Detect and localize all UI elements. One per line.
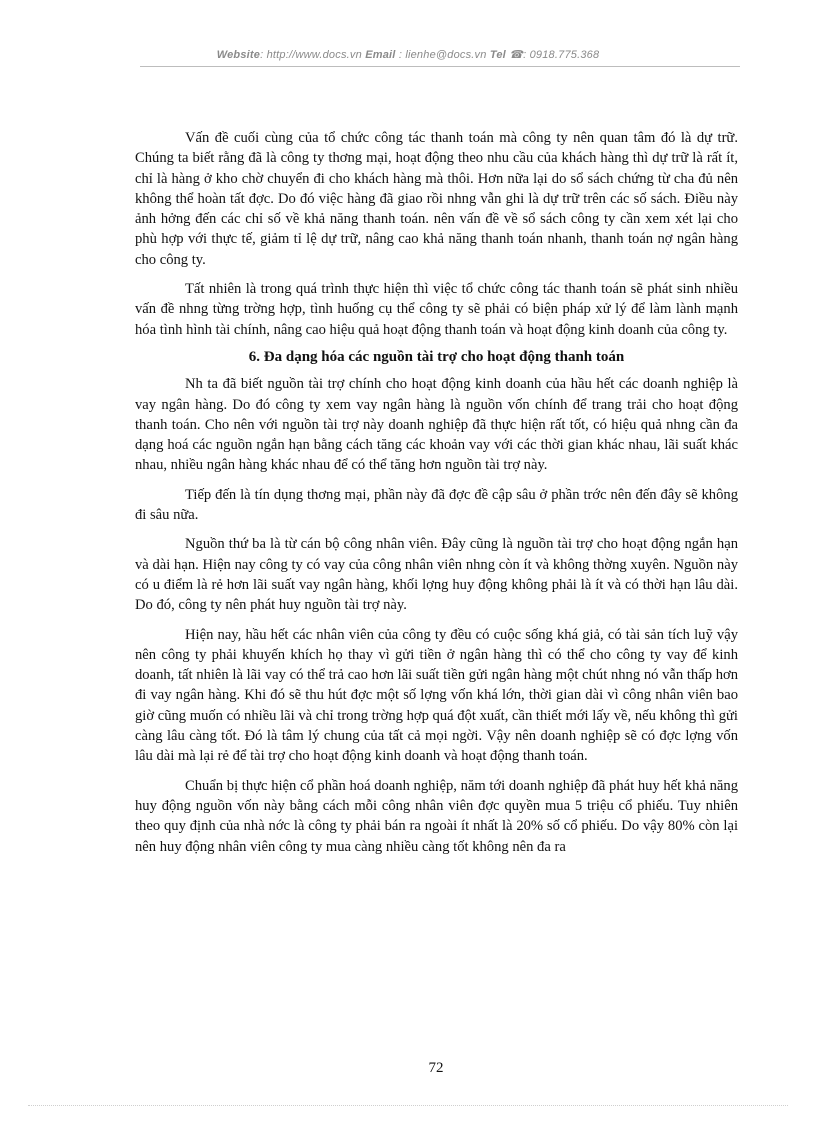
footer-divider bbox=[28, 1105, 788, 1106]
paragraph-employee-savings: Hiện nay, hầu hết các nhân viên của công ty đều có cuộc sống khá giả, có tài sản tích luỹ vậy nên công ty phải khuyến khích họ thay vì gửi tiền ở ngân hàng thì có thể cho công ty vay để kinh doanh, tất nhiên là lãi vay có thể trả cao hơn lãi suất tiền gửi ngân hàng một chút nhng nó vẫn thấp hơn đi vay ngân hàng. Khi đó sẽ thu hút đợc một số lợng vốn khá lớn, thời gian dài vì công nhân viên bao giờ cũng muốn có nhiều lãi và chỉ trong trờng hợp quá đột xuất, cần thiết mới lấy về, nếu không thì gửi càng lâu càng tốt. Đó là tâm lý chung của tất cả mọi ngời. Vậy nên doanh nghiệp sẽ có đợc lợng vốn lâu dài mà lại rẻ để tài trợ cho hoạt động kinh doanh và hoạt động thanh toán. bbox=[135, 626, 738, 765]
paragraph-equitization: Chuẩn bị thực hiện cổ phần hoá doanh nghiệp, năm tới doanh nghiệp đã phát huy hết khả năng huy động nguồn vốn này bằng cách mỗi công nhân viên đợc quyền mua 5 triệu cổ phiếu. Tuy nhiên theo quy định của nhà nớc là công ty phải bán ra ngoài ít nhất là 20% số cổ phiếu. Do vậy 80% còn lại nên huy động nhân viên công ty mua càng nhiều càng tốt không nên đa ra bbox=[135, 777, 738, 855]
document-body bbox=[135, 128, 738, 866]
tel-value: ☎: 0918.775.368 bbox=[509, 49, 600, 61]
paragraph-implementation: Tất nhiên là trong quá trình thực hiện thì việc tổ chức công tác thanh toán sẽ phát sinh nhiều vấn đề nhng từng trờng hợp, tình huống cụ thể công ty sẽ phải có biện pháp xử lý để làm lành mạnh hóa tình hình tài chính, nâng cao hiệu quả hoạt động thanh toán và hoạt động kinh doanh của công ty. bbox=[135, 281, 738, 338]
email-value: : lienhe@docs.vn bbox=[398, 49, 487, 61]
paragraph-inventory: Vấn đề cuối cùng của tổ chức công tác thanh toán mà công ty nên quan tâm đó là dự trữ. Chúng ta biết rằng đã là công ty thơng mại, hoạt động theo nhu cầu của khách hàng thì dự trữ là rất ít, chỉ là hàng ở kho chờ chuyển đi cho khách hàng mà thôi. Hơn nữa lại do sổ sách chứng từ cha đủ nên không thể hoàn tất đợc. Do đó việc hàng đã giao rồi nhng vẫn ghi là dự trữ trên các số sách. Điều này ảnh hởng đến các chỉ số về khả năng thanh toán. nên vấn đề về sổ sách công ty cần xem xét lại cho phù hợp với thực tế, giảm tỉ lệ dự trữ, nâng cao khả năng thanh toán nhanh, thanh toán nợ ngân hàng cho công ty. bbox=[135, 130, 738, 268]
tel-label: Tel bbox=[489, 49, 506, 61]
website-value: : http://www.docs.vn bbox=[260, 49, 362, 61]
section-heading: 6. Đa dạng hóa các nguồn tài trợ cho hoạt động thanh toán bbox=[248, 348, 625, 365]
website-label: Website bbox=[216, 49, 261, 61]
paragraph-bank-loans: Nh ta đã biết nguồn tài trợ chính cho hoạt động kinh doanh của hầu hết các doanh nghiệp là vay ngân hàng. Do đó công ty xem vay ngân hàng là nguồn vốn chính để trang trải cho hoạt động thanh toán. Cho nên với nguồn tài trợ này doanh nghiệp đã thực hiện rất tốt, có hiệu quả nhng cần đa dạng hoá các nguồn ngắn hạn bằng cách tăng các khoản vay với các thời gian khác nhau, lãi suất khác nhau, nhiều ngân hàng khác nhau để có thể tăng hơn nguồn tài trợ này. bbox=[135, 376, 738, 474]
email-label: Email bbox=[365, 49, 396, 61]
page-number: 72 bbox=[428, 1060, 444, 1076]
paragraph-employee-funding: Nguồn thứ ba là từ cán bộ công nhân viên. Đây cũng là nguồn tài trợ cho hoạt động ngắn hạn và dài hạn. Hiện nay công ty có vay của công nhân viên nhng còn ít và không thờng xuyên. Nguồn này có u điểm là rẻ hơn lãi suất vay ngân hàng, khối lợng huy động không phải là ít và có thời hạn lâu dài. Do đó, công ty nên phát huy nguồn tài trợ này. bbox=[135, 536, 738, 614]
page-header bbox=[0, 48, 816, 61]
header-divider bbox=[140, 66, 740, 67]
paragraph-trade-credit: Tiếp đến là tín dụng thơng mại, phần này đã đợc đề cập sâu ở phần trớc nên đến đây sẽ không đi sâu nữa. bbox=[135, 486, 738, 524]
